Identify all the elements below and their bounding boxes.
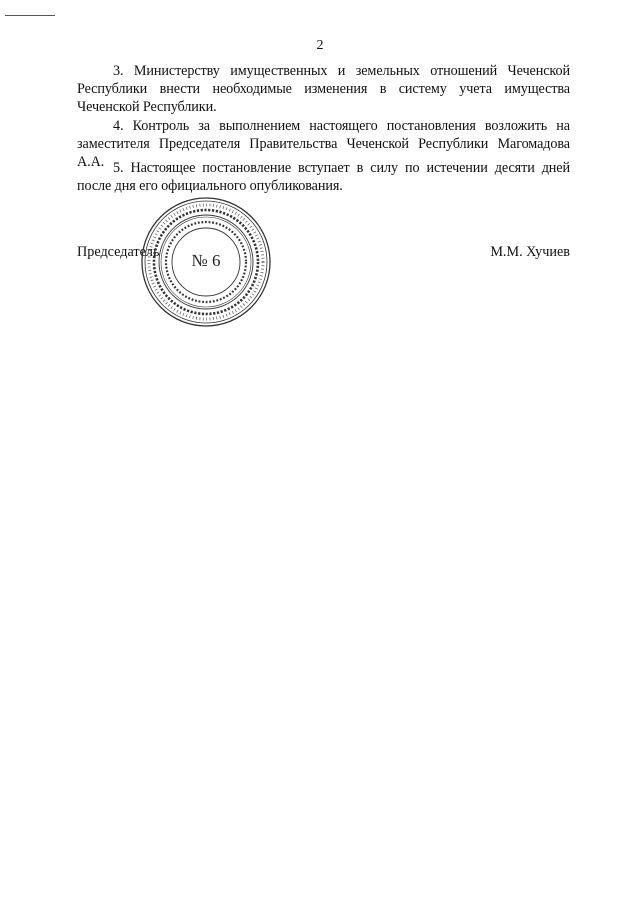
page-number: 2 <box>316 38 324 53</box>
paragraph-5: 5. Настоящее постановление вступает в силу по истечении десяти дней после дня его официального опубликования. <box>77 160 570 194</box>
paragraph-4: 4. Контроль за выполнением настоящего постановления возложить на заместителя Председателя Правительства Чеченской Республики Магомадова А.А. <box>77 118 570 170</box>
corner-mark-line <box>5 15 55 16</box>
official-seal-stamp <box>140 196 272 328</box>
stamp-number-text: № 6 <box>191 251 221 270</box>
seal-icon <box>140 196 272 328</box>
signatory-name: М.М. Хучиев <box>490 244 570 260</box>
signatory-title: Председатель <box>77 244 160 260</box>
paragraph-3: 3. Министерству имущественных и земельных отношений Чеченской Республики внести необходимые изменения в систему учета имущества Чеченской Республики. <box>77 63 570 115</box>
